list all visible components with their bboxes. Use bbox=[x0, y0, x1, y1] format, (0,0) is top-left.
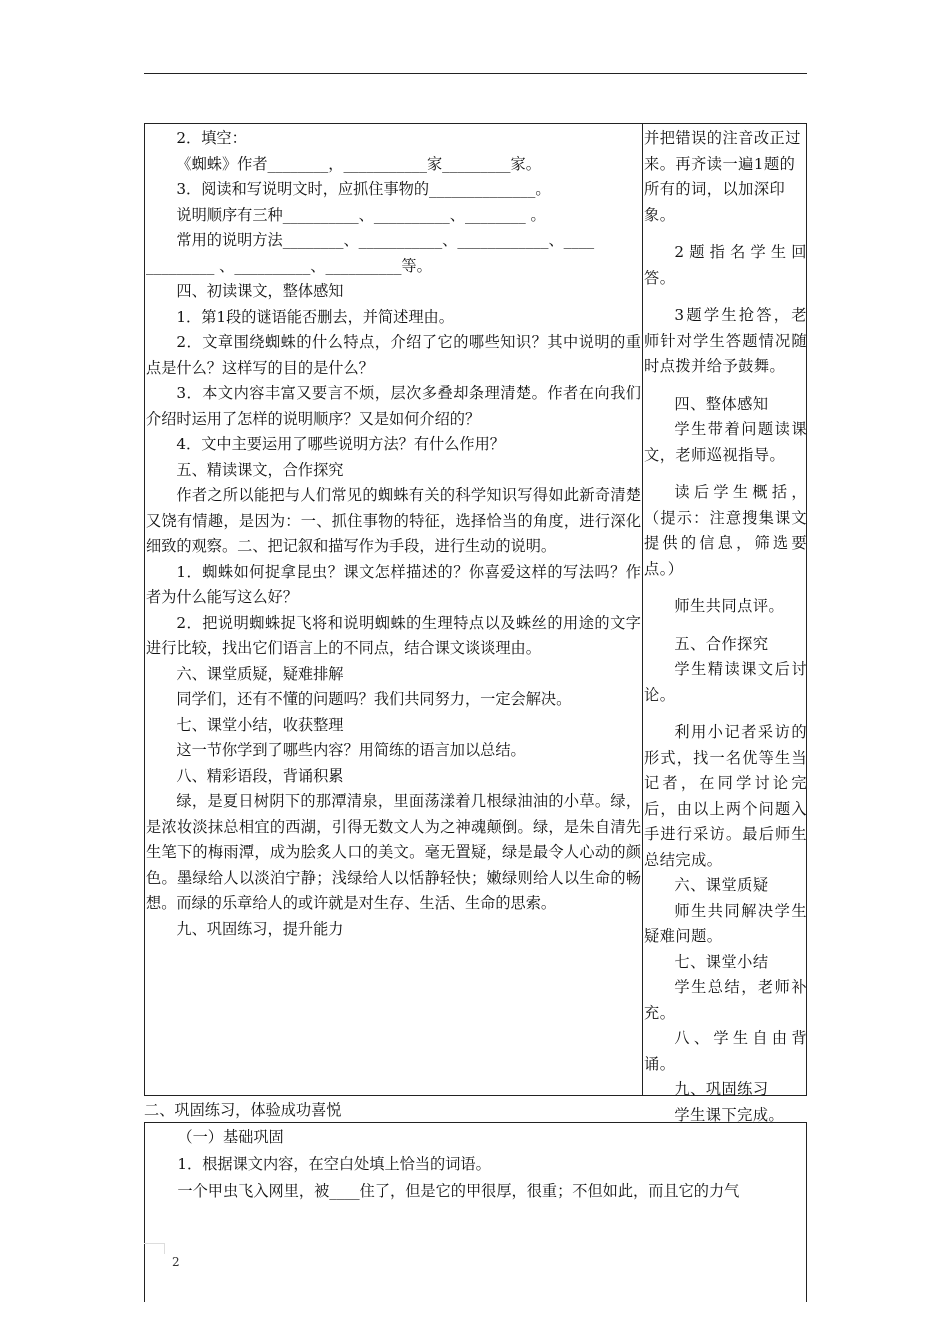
question-four-2: 2．文章围绕蜘蛛的什么特点，介绍了它的哪些知识？其中说明的重点是什么？这样写的目的是什么？ bbox=[146, 333, 641, 377]
exercise-box bbox=[144, 1122, 807, 1302]
activity-correct-pinyin: 并把错误的注音改正过来。再齐读一遍1题的所有的词，以加深印象。 bbox=[644, 129, 801, 224]
activity-seven-text: 学生总结，老师补充。 bbox=[644, 978, 807, 1022]
section-nine-title: 九、巩固练习，提升能力 bbox=[176, 919, 344, 938]
fill-blank-author: 《蜘蛛》作者________，___________家_________家。 bbox=[176, 154, 541, 173]
activity-four-title: 四、整体感知 bbox=[674, 394, 769, 413]
exercise-q1-text: 一个甲虫飞入网里，被____住了，但是它的甲很厚，很重；不但如此，而且它的力气 bbox=[177, 1182, 740, 1200]
activity-four-read: 学生带着问题读课文，老师巡视指导。 bbox=[644, 420, 807, 464]
section-two-title: 二、巩固练习，体验成功喜悦 bbox=[144, 1101, 342, 1119]
exercise-sub-title: （一）基础巩固 bbox=[177, 1128, 284, 1146]
fill-blank-heading: 2．填空： bbox=[176, 129, 247, 147]
fill-blank-features: 3．阅读和写说明文时，应抓住事物的______________。 bbox=[176, 180, 551, 198]
section-six-title: 六、课堂质疑，疑难排解 bbox=[176, 664, 344, 683]
activity-seven-title: 七、课堂小结 bbox=[674, 952, 769, 971]
question-five-2: 2．把说明蜘蛛捉飞将和说明蜘蛛的生理特点以及蛛丝的用途的文字进行比较，找出它们语言上的不同点，结合课文谈谈理由。 bbox=[146, 613, 641, 657]
teaching-content-column bbox=[145, 126, 642, 942]
activity-nine-title: 九、巩固练习 bbox=[674, 1080, 769, 1098]
activity-six-text: 师生共同解决学生疑难问题。 bbox=[644, 901, 807, 945]
section-four-title: 四、初读课文，整体感知 bbox=[176, 282, 344, 300]
activity-q2: 2题指名学生回答。 bbox=[644, 243, 807, 287]
fill-blank-methods: 常用的说明方法________、___________、____________、____ bbox=[176, 231, 595, 249]
activity-four-summary: 读后学生概括，（提示：注意搜集课文提供的信息，筛选要点。） bbox=[644, 483, 807, 578]
page-number: 2 bbox=[172, 1255, 180, 1269]
activity-five-discuss: 学生精读课文后讨论。 bbox=[644, 660, 807, 704]
corner-mark bbox=[144, 1243, 165, 1254]
activity-eight: 八、学生自由背诵。 bbox=[644, 1029, 807, 1073]
section-five-intro: 作者之所以能把与人们常见的蜘蛛有关的科学知识写得如此新奇清楚又饶有情趣，是因为：一、抓住事物的特征，选择恰当的角度，进行深化细致的观察。二、把记叙和描写作为手段，进行生动的说明。 bbox=[146, 486, 641, 555]
section-seven-title: 七、课堂小结，收获整理 bbox=[176, 715, 344, 734]
section-six-text: 同学们，还有不懂的问题吗？我们共同努力，一定会解决。 bbox=[176, 690, 572, 708]
activity-five-interview: 利用小记者采访的形式，找一名优等生当记者，在同学讨论完后，由以上两个问题入手进行采访。最后师生总结完成。 bbox=[644, 723, 807, 869]
header-rule bbox=[144, 73, 807, 74]
fill-blank-methods-cont: _________ 、__________、__________等。 bbox=[146, 256, 432, 275]
activity-four-review: 师生共同点评。 bbox=[674, 597, 785, 615]
activity-six-title: 六、课堂质疑 bbox=[674, 876, 769, 894]
section-seven-text: 这一节你学到了哪些内容？用简练的语言加以总结。 bbox=[176, 741, 526, 759]
question-four-4: 4．文中主要运用了哪些说明方法？有什么作用？ bbox=[176, 435, 505, 453]
activity-nine-text: 学生课下完成。 bbox=[674, 1105, 785, 1124]
student-activity-column bbox=[643, 126, 808, 1128]
question-four-1: 1．第1段的谜语能否删去，并简述理由。 bbox=[176, 307, 454, 326]
fill-blank-order: 说明顺序有三种__________、__________、________ 。 bbox=[176, 205, 546, 224]
exercise-q1: 1．根据课文内容，在空白处填上恰当的词语。 bbox=[177, 1155, 491, 1173]
question-four-3: 3．本文内容丰富又要言不烦，层次多叠却条理清楚。作者在向我们介绍时运用了怎样的说明顺序？又是如何介绍的？ bbox=[146, 384, 641, 428]
green-passage: 绿，是夏日树阴下的那潭清泉，里面荡漾着几根绿油油的小草。绿，是浓妆淡抹总相宜的西湖，引得无数文人为之神魂颠倒。绿，是朱自清先生笔下的梅雨潭，成为脍炙人口的美文。毫无置疑，绿是最令人心动的颜色。墨绿给人以淡泊宁静；浅绿给人以恬静轻快；嫩绿则给人以生命的畅想。而绿的乐章给人的或许就是对生存、生活、生命的思索。 bbox=[146, 792, 641, 912]
section-five-title: 五、精读课文，合作探究 bbox=[176, 460, 344, 479]
question-five-1: 1．蜘蛛如何捉拿昆虫？课文怎样描述的？你喜爱这样的写法吗？作者为什么能写这么好？ bbox=[146, 562, 641, 606]
activity-five-title: 五、合作探究 bbox=[674, 634, 769, 653]
section-eight-title: 八、精彩语段，背诵积累 bbox=[176, 766, 344, 785]
activity-q3: 3题学生抢答，老师针对学生答题情况随时点拨并给予鼓舞。 bbox=[644, 306, 807, 375]
